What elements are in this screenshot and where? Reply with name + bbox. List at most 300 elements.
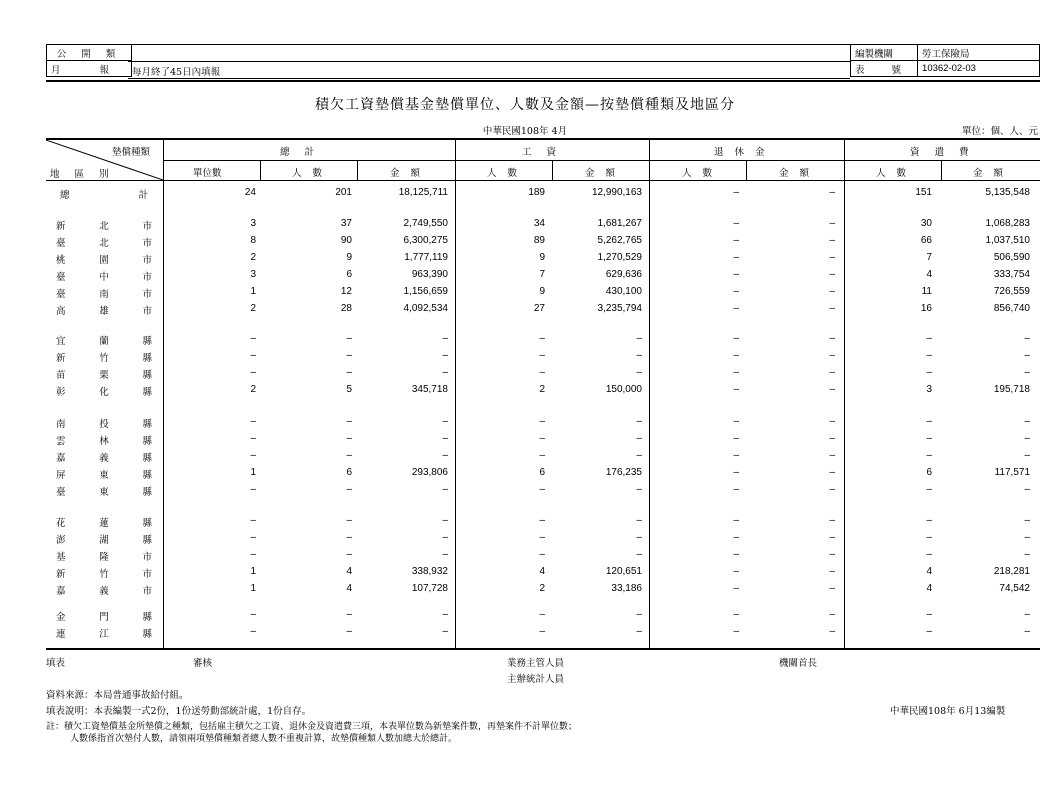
table-cell: 6 <box>346 269 352 280</box>
table-cell: 7 <box>926 252 932 263</box>
table-cell: – <box>1024 367 1030 378</box>
top-thick-rule <box>46 80 1040 82</box>
table-cell: – <box>636 609 642 620</box>
table-cell: 4,092,534 <box>403 303 448 314</box>
region-char: 縣 <box>142 336 152 347</box>
table-cell: 11 <box>921 286 932 297</box>
region-char: 市 <box>142 552 152 563</box>
table-cell: – <box>539 367 545 378</box>
table-cell: 726,559 <box>993 286 1030 297</box>
footer-chief-stats: 主辦統計人員 <box>507 674 565 685</box>
table-cell: – <box>926 532 932 543</box>
table-cell: – <box>733 626 739 637</box>
footer-date: 中華民國108年 6月13編製 <box>890 706 1006 717</box>
table-cell: – <box>1024 549 1030 560</box>
table-cell: – <box>346 416 352 427</box>
table-cell: – <box>733 583 739 594</box>
table-row <box>46 431 1040 447</box>
table-cell: – <box>636 350 642 361</box>
table-cell: – <box>829 450 835 461</box>
table-cell: – <box>250 333 256 344</box>
table-cell: – <box>636 484 642 495</box>
table-cell: 6 <box>539 467 545 478</box>
table-cell: 1,270,529 <box>597 252 642 263</box>
region-char: 臺 <box>56 238 66 249</box>
table-cell: 37 <box>340 218 352 229</box>
region-char: 投 <box>99 419 109 430</box>
table-cell: – <box>829 367 835 378</box>
table-cell: – <box>442 367 448 378</box>
region-char: 苗 <box>56 370 66 381</box>
table-cell: 293,806 <box>411 467 448 478</box>
table-row <box>46 624 1040 640</box>
table-cell: 4 <box>346 566 352 577</box>
region-char: 市 <box>142 221 152 232</box>
table-cell: – <box>829 484 835 495</box>
table-cell: 1 <box>250 286 256 297</box>
table-cell: 629,636 <box>605 269 642 280</box>
table-cell: – <box>539 484 545 495</box>
table-cell: 333,754 <box>993 269 1030 280</box>
table-cell: 5,262,765 <box>597 235 642 246</box>
table-cell: – <box>1024 450 1030 461</box>
table-cell: – <box>926 549 932 560</box>
table-cell: – <box>733 566 739 577</box>
region-name <box>56 433 152 447</box>
table-cell: 4 <box>926 269 932 280</box>
region-name <box>56 252 152 266</box>
table-cell: – <box>636 532 642 543</box>
region-char: 嘉 <box>56 453 66 464</box>
table-cell: – <box>829 467 835 478</box>
vline-minor <box>746 160 747 180</box>
info-period-row <box>128 61 850 79</box>
table-cell: – <box>636 367 642 378</box>
table-row <box>46 513 1040 529</box>
table-cell: – <box>346 450 352 461</box>
region-char: 連 <box>56 629 66 640</box>
table-row <box>46 185 1040 201</box>
region-name <box>56 549 152 563</box>
col-pension-people: 人 數 <box>682 168 717 179</box>
form-value: 10362-02-03 <box>918 61 1040 77</box>
table-cell: 90 <box>340 235 352 246</box>
region-name <box>56 333 152 347</box>
table-row <box>46 348 1040 364</box>
table-cell: – <box>346 433 352 444</box>
table-cell: 120,651 <box>605 566 642 577</box>
table-cell: – <box>442 532 448 543</box>
region-char: 義 <box>99 453 109 464</box>
info-top-rule <box>128 44 850 61</box>
table-cell: – <box>733 333 739 344</box>
table-cell: 963,390 <box>411 269 448 280</box>
table-cell: 1,068,283 <box>985 218 1030 229</box>
table-cell: – <box>1024 626 1030 637</box>
region-char: 臺 <box>56 289 66 300</box>
region-char: 市 <box>142 272 152 283</box>
footer-fill: 填表 <box>46 658 66 669</box>
region-name <box>56 532 152 546</box>
region-char: 總 <box>60 190 70 201</box>
table-cell: – <box>733 235 739 246</box>
table-cell: 7 <box>539 269 545 280</box>
table-cell: – <box>829 433 835 444</box>
table-cell: – <box>250 484 256 495</box>
table-cell: – <box>733 433 739 444</box>
region-char: 縣 <box>142 535 152 546</box>
table-cell: – <box>1024 433 1030 444</box>
table-cell: 345,718 <box>411 384 448 395</box>
table-row <box>46 564 1040 580</box>
table-cell: – <box>250 626 256 637</box>
table-cell: – <box>926 333 932 344</box>
table-cell: – <box>1024 333 1030 344</box>
region-name <box>56 450 152 464</box>
table-cell: – <box>346 484 352 495</box>
region-char: 竹 <box>99 353 109 364</box>
table-cell: – <box>346 367 352 378</box>
table-cell: – <box>539 626 545 637</box>
region-char: 新 <box>56 221 66 232</box>
footer-source: 資料來源：本局普通事故給付組。 <box>46 690 189 701</box>
table-cell: – <box>733 286 739 297</box>
table-cell: 218,281 <box>993 566 1030 577</box>
table-cell: – <box>829 218 835 229</box>
region-char: 市 <box>142 569 152 580</box>
table-cell: – <box>926 367 932 378</box>
region-char: 隆 <box>99 552 109 563</box>
info-box-left <box>46 44 132 77</box>
table-cell: – <box>346 609 352 620</box>
footer-business: 業務主管人員 <box>507 658 565 669</box>
type-label: 墊償種類 <box>112 147 151 158</box>
footer-note-fill: 填表說明：本表編製一式2份，1份送勞動部統計處，1份自存。 <box>46 706 312 717</box>
table-top-rule <box>46 138 1040 140</box>
table-cell: – <box>829 583 835 594</box>
table-cell: – <box>250 609 256 620</box>
table-cell: – <box>829 416 835 427</box>
table-cell: – <box>733 515 739 526</box>
table-cell: 1 <box>250 467 256 478</box>
region-char: 蓮 <box>99 518 109 529</box>
region-char: 縣 <box>142 518 152 529</box>
table-cell: 5 <box>346 384 352 395</box>
org-label: 編製機關 <box>851 45 918 61</box>
table-cell: – <box>346 532 352 543</box>
region-char: 彰 <box>56 387 66 398</box>
table-row <box>46 365 1040 381</box>
table-cell: – <box>250 367 256 378</box>
table-cell: 66 <box>920 235 932 246</box>
unit-label: 單位：個、人、元 <box>961 126 1038 137</box>
table-cell: 150,000 <box>605 384 642 395</box>
table-cell: – <box>926 626 932 637</box>
table-cell: – <box>1024 416 1030 427</box>
table-cell: 89 <box>533 235 545 246</box>
table-row <box>46 581 1040 597</box>
region-char: 縣 <box>142 453 152 464</box>
table-row <box>46 530 1040 546</box>
table-cell: 30 <box>920 218 932 229</box>
table-cell: 2 <box>539 384 545 395</box>
table-cell: – <box>733 532 739 543</box>
table-cell: 5,135,548 <box>985 187 1030 198</box>
period-value: 每月終了45日內填報 <box>132 67 221 78</box>
table-cell: – <box>829 252 835 263</box>
table-cell: – <box>733 252 739 263</box>
table-cell: – <box>636 433 642 444</box>
region-char: 雲 <box>56 436 66 447</box>
table-cell: 2 <box>250 303 256 314</box>
table-cell: – <box>829 235 835 246</box>
table-cell: – <box>539 333 545 344</box>
region-name <box>56 583 152 597</box>
col-wage-people: 人 數 <box>487 168 522 179</box>
table-cell: 9 <box>539 286 545 297</box>
table-row <box>46 216 1040 232</box>
footer-note-2: 人數係指首次墊付人數，請領兩項墊償種類者總人數不重複計算，故墊償種類人數加總大於總計。 <box>70 734 458 744</box>
group-severance: 資 遣 費 <box>910 147 975 158</box>
table-cell: – <box>250 515 256 526</box>
table-cell: – <box>636 515 642 526</box>
col-pension-amount: 金 額 <box>779 168 814 179</box>
table-row <box>46 233 1040 249</box>
region-char: 市 <box>142 255 152 266</box>
region-char: 基 <box>56 552 66 563</box>
table-cell: 6 <box>926 467 932 478</box>
region-char: 市 <box>142 586 152 597</box>
col-total-amount: 金 額 <box>390 168 425 179</box>
table-cell: – <box>829 303 835 314</box>
table-cell: 6,300,275 <box>403 235 448 246</box>
table-cell: 2 <box>250 384 256 395</box>
region-char: 計 <box>138 190 148 201</box>
region-name <box>56 416 152 430</box>
region-char: 化 <box>99 387 109 398</box>
table-cell: – <box>926 416 932 427</box>
region-name <box>56 367 152 381</box>
table-cell: 151 <box>915 187 932 198</box>
footer-head: 機關首長 <box>779 658 818 669</box>
region-char: 縣 <box>142 629 152 640</box>
table-cell: – <box>346 626 352 637</box>
table-cell: – <box>539 433 545 444</box>
table-cell: 1,777,119 <box>404 252 448 263</box>
region-char: 東 <box>99 487 109 498</box>
region-char: 江 <box>99 629 109 640</box>
region-char: 南 <box>56 419 66 430</box>
table-cell: 338,932 <box>411 566 448 577</box>
table-row <box>46 465 1040 481</box>
table-cell: – <box>250 532 256 543</box>
table-cell: 176,235 <box>605 467 642 478</box>
table-cell: 4 <box>926 583 932 594</box>
region-name <box>56 609 152 623</box>
region-char: 澎 <box>56 535 66 546</box>
table-cell: 195,718 <box>993 384 1030 395</box>
region-name <box>56 467 152 481</box>
vline-minor <box>357 160 358 180</box>
table-cell: – <box>442 609 448 620</box>
region-char: 高 <box>56 306 66 317</box>
table-cell: – <box>539 515 545 526</box>
table-cell: – <box>442 549 448 560</box>
group-wage: 工 資 <box>522 147 563 158</box>
region-char: 門 <box>99 612 109 623</box>
table-cell: 189 <box>528 187 545 198</box>
region-name <box>56 269 152 283</box>
region-char: 金 <box>56 612 66 623</box>
table-cell: – <box>829 626 835 637</box>
table-cell: – <box>1024 515 1030 526</box>
table-cell: – <box>926 515 932 526</box>
table-cell: 2 <box>539 583 545 594</box>
table-cell: – <box>346 515 352 526</box>
region-char: 蘭 <box>99 336 109 347</box>
org-value: 勞工保險局 <box>918 45 1040 61</box>
region-char: 新 <box>56 569 66 580</box>
table-row <box>46 547 1040 563</box>
report-period: 中華民國108年 4月 <box>482 126 568 137</box>
table-cell: – <box>442 626 448 637</box>
table-cell: – <box>539 450 545 461</box>
table-cell: – <box>250 350 256 361</box>
table-cell: 3 <box>926 384 932 395</box>
period-label: 月 報 <box>47 61 132 77</box>
table-row <box>46 482 1040 498</box>
table-cell: 4 <box>926 566 932 577</box>
table-cell: – <box>733 549 739 560</box>
region-char: 嘉 <box>56 586 66 597</box>
region-name <box>56 484 152 498</box>
region-char: 園 <box>99 255 109 266</box>
region-name <box>60 187 148 201</box>
region-char: 桃 <box>56 255 66 266</box>
table-cell: 201 <box>335 187 352 198</box>
col-wage-amount: 金 額 <box>585 168 620 179</box>
table-row <box>46 267 1040 283</box>
form-label: 表 號 <box>851 61 918 77</box>
table-cell: 8 <box>250 235 256 246</box>
table-cell: 430,100 <box>605 286 642 297</box>
col-sev-amount: 金 額 <box>973 168 1008 179</box>
region-char: 花 <box>56 518 66 529</box>
vline-minor <box>941 160 942 180</box>
group-total: 總 計 <box>280 147 321 158</box>
table-cell: 28 <box>340 303 352 314</box>
table-cell: – <box>250 450 256 461</box>
region-char: 南 <box>99 289 109 300</box>
table-cell: 506,590 <box>993 252 1030 263</box>
table-cell: – <box>733 303 739 314</box>
table-cell: – <box>926 484 932 495</box>
table-cell: – <box>442 350 448 361</box>
region-label: 地 區 別 <box>50 169 115 180</box>
region-char: 北 <box>99 238 109 249</box>
table-cell: 34 <box>533 218 545 229</box>
region-char: 林 <box>99 436 109 447</box>
region-char: 市 <box>142 238 152 249</box>
region-name <box>56 303 152 317</box>
table-cell: 24 <box>244 187 256 198</box>
region-char: 東 <box>99 470 109 481</box>
table-cell: 1,037,510 <box>985 235 1030 246</box>
table-cell: 107,728 <box>411 583 448 594</box>
info-box-right <box>850 44 1040 77</box>
region-name <box>56 235 152 249</box>
table-cell: – <box>636 549 642 560</box>
table-cell: 1,156,659 <box>403 286 448 297</box>
public-label: 公 開 類 <box>47 45 132 61</box>
table-cell: 2 <box>250 252 256 263</box>
table-row <box>46 382 1040 398</box>
table-cell: – <box>250 549 256 560</box>
table-cell: – <box>829 532 835 543</box>
table-cell: – <box>829 515 835 526</box>
region-char: 縣 <box>142 487 152 498</box>
region-char: 雄 <box>99 306 109 317</box>
region-char: 中 <box>99 272 109 283</box>
table-cell: – <box>829 549 835 560</box>
region-name <box>56 286 152 300</box>
table-cell: – <box>733 467 739 478</box>
table-cell: – <box>636 416 642 427</box>
table-cell: – <box>829 286 835 297</box>
vline-minor <box>552 160 553 180</box>
table-cell: 74,542 <box>999 583 1030 594</box>
region-name <box>56 384 152 398</box>
table-cell: 33,186 <box>611 583 642 594</box>
table-cell: – <box>829 333 835 344</box>
table-cell: – <box>346 549 352 560</box>
table-row <box>46 284 1040 300</box>
region-char: 北 <box>99 221 109 232</box>
table-cell: 12 <box>340 286 352 297</box>
region-char: 臺 <box>56 272 66 283</box>
table-cell: 3 <box>250 269 256 280</box>
region-name <box>56 350 152 364</box>
table-cell: 2,749,550 <box>403 218 448 229</box>
table-cell: – <box>1024 350 1030 361</box>
col-units: 單位數 <box>193 168 222 179</box>
table-cell: 4 <box>346 583 352 594</box>
table-cell: – <box>346 333 352 344</box>
table-cell: 1,681,267 <box>597 218 642 229</box>
group-pension: 退 休 金 <box>714 147 769 158</box>
table-row <box>46 448 1040 464</box>
table-cell: – <box>250 433 256 444</box>
table-cell: – <box>926 433 932 444</box>
region-char: 市 <box>142 306 152 317</box>
region-char: 縣 <box>142 370 152 381</box>
table-cell: – <box>926 450 932 461</box>
table-cell: – <box>539 549 545 560</box>
table-cell: 1 <box>250 566 256 577</box>
region-char: 屏 <box>56 470 66 481</box>
table-cell: – <box>442 416 448 427</box>
table-cell: – <box>539 532 545 543</box>
table-cell: – <box>1024 532 1030 543</box>
table-cell: – <box>636 626 642 637</box>
footer-review: 審核 <box>193 658 213 669</box>
region-char: 栗 <box>99 370 109 381</box>
table-cell: – <box>250 416 256 427</box>
table-cell: 16 <box>920 303 932 314</box>
table-row <box>46 250 1040 266</box>
header-bottom-rule <box>46 180 1040 181</box>
region-char: 新 <box>56 353 66 364</box>
